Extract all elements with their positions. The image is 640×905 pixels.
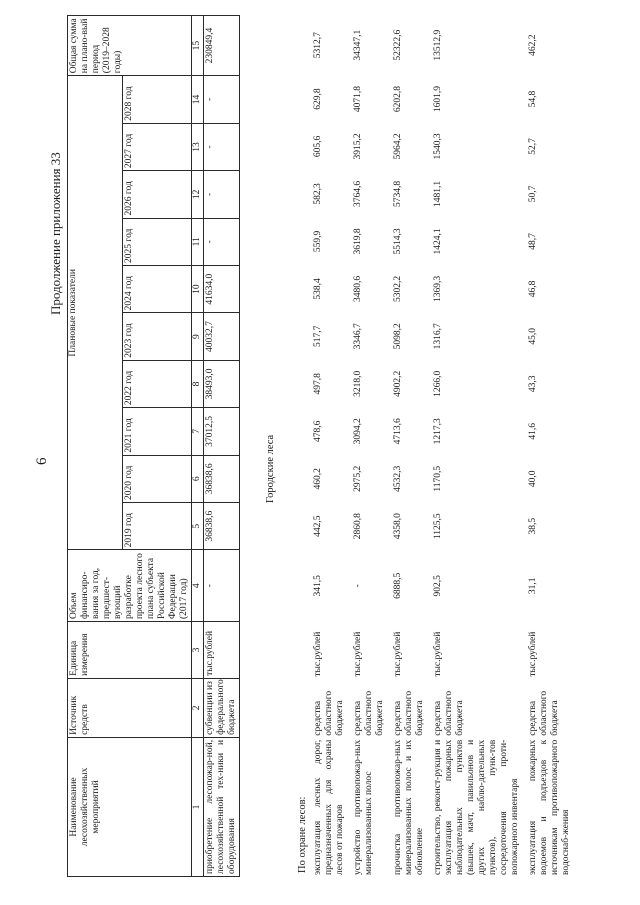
row-value: 3915,2 bbox=[353, 133, 363, 160]
column-number: 4 bbox=[192, 550, 204, 622]
header-unit: Единица измерения bbox=[68, 622, 192, 679]
row-value: 1424,1 bbox=[433, 228, 443, 255]
row-value: 36838,6 bbox=[204, 502, 240, 549]
row-total: 52322,6 bbox=[393, 29, 403, 61]
row-source: средства областного бюджета bbox=[393, 690, 425, 736]
table-row bbox=[388, 15, 428, 877]
row-value: - bbox=[204, 218, 240, 265]
row-value: 3094,2 bbox=[353, 418, 363, 445]
header-year: 2026 год bbox=[122, 171, 191, 218]
table-row bbox=[428, 15, 523, 877]
row-value: 5302,2 bbox=[393, 275, 403, 302]
row-value: 478,6 bbox=[313, 420, 323, 442]
section-label: По охране лесов: bbox=[297, 796, 308, 873]
header-row-1 bbox=[68, 16, 123, 877]
row-value: 41,6 bbox=[528, 422, 538, 440]
row-source: средства областного бюджета bbox=[433, 690, 465, 736]
row-value: 48,7 bbox=[528, 233, 538, 250]
row-value: 4713,6 bbox=[393, 418, 403, 445]
row-value: 559,9 bbox=[313, 230, 323, 253]
table-row bbox=[308, 15, 348, 877]
forestry-table bbox=[67, 15, 240, 877]
row-value: 5734,8 bbox=[393, 180, 403, 207]
column-number: 2 bbox=[192, 678, 204, 737]
row-volume: 902,5 bbox=[433, 575, 443, 597]
row-value: 41634,0 bbox=[204, 265, 240, 312]
column-number: 6 bbox=[192, 455, 204, 502]
column-number: 13 bbox=[192, 123, 204, 170]
row-value: 497,8 bbox=[313, 373, 323, 395]
group-label: Городские леса bbox=[265, 434, 276, 503]
row-value: 40,0 bbox=[528, 470, 538, 488]
row-value: 460,2 bbox=[313, 468, 323, 490]
table-row bbox=[204, 16, 240, 877]
row-value: 46,8 bbox=[528, 280, 538, 298]
row-value: 538,4 bbox=[313, 278, 323, 300]
column-number: 10 bbox=[192, 265, 204, 312]
header-year: 2020 год bbox=[122, 455, 191, 502]
header-year: 2019 год bbox=[122, 502, 191, 549]
row-value: - bbox=[204, 123, 240, 170]
row-volume: 341,5 bbox=[313, 575, 323, 597]
row-source: средства областного бюджета bbox=[313, 690, 345, 736]
row-volume: 31,1 bbox=[528, 577, 538, 595]
header-year: 2022 год bbox=[122, 360, 191, 407]
column-number: 11 bbox=[192, 218, 204, 265]
row-value: 3619,8 bbox=[353, 228, 363, 255]
row-value: 3764,6 bbox=[353, 180, 363, 207]
row-value: 1217,3 bbox=[433, 418, 443, 445]
row-name: строительство, реконст-рукция и эксплуатация пожарных наблюдательных пунктов (вышек, мачт, павильонов и других наблю-дательных пунктов), пунк-тов сосредоточения проти-вопожарного инвентаря bbox=[433, 739, 520, 875]
row-name: прочистка противопожар-ных минерализованных полос и их обновление bbox=[393, 739, 425, 875]
table-row bbox=[348, 15, 388, 877]
header-year: 2025 год bbox=[122, 218, 191, 265]
row-value: 4902,2 bbox=[393, 370, 403, 397]
row-value: 52,7 bbox=[528, 138, 538, 155]
row-name: устройство противопожар-ных минерализованных полос bbox=[353, 739, 374, 875]
row-value: 38493,0 bbox=[204, 360, 240, 407]
column-number: 3 bbox=[192, 622, 204, 679]
row-value: 4071,8 bbox=[353, 85, 363, 113]
row-source: средства областного бюджета bbox=[528, 690, 560, 736]
row-value: 442,5 bbox=[313, 515, 323, 537]
row-value: 50,7 bbox=[528, 185, 538, 203]
row-total: 5312,7 bbox=[313, 32, 323, 59]
row-value: 38,5 bbox=[528, 517, 538, 535]
row-value: 605,6 bbox=[313, 135, 323, 158]
column-number: 8 bbox=[192, 360, 204, 407]
row-value: 36838,6 bbox=[204, 455, 240, 502]
row-unit: тыс.рублей bbox=[433, 631, 443, 677]
column-number: 9 bbox=[192, 313, 204, 360]
row-total: 230849,4 bbox=[204, 16, 240, 76]
row-total: 13512,9 bbox=[433, 29, 443, 61]
row-value: 3480,6 bbox=[353, 275, 363, 302]
row-source: средства областного бюджета bbox=[353, 690, 385, 736]
row-value: 1369,3 bbox=[433, 275, 443, 302]
column-number: 12 bbox=[192, 171, 204, 218]
row-volume: 6888,5 bbox=[393, 572, 403, 599]
row-unit: тыс.рублей bbox=[353, 631, 363, 677]
row-value: 1540,3 bbox=[433, 133, 443, 160]
row-value: 54,8 bbox=[528, 90, 538, 108]
row-value: 45,0 bbox=[528, 328, 538, 345]
row-value: 2860,8 bbox=[353, 513, 363, 540]
row-value: 1316,7 bbox=[433, 323, 443, 350]
page-number: 6 bbox=[34, 457, 50, 465]
row-value: 1266,0 bbox=[433, 370, 443, 397]
row-value: 1125,5 bbox=[433, 513, 443, 540]
row-name: приобретение лесопожар-ной, лесохозяйственной тех-ники и оборудования bbox=[204, 737, 240, 876]
header-total: Общая сумма на плано-вый период (2019–2028 годы) bbox=[68, 16, 192, 76]
row-value: 1481,1 bbox=[433, 180, 443, 207]
column-number: 1 bbox=[192, 737, 204, 876]
row-name: эксплуатация пожарных водоемов и подъездов к источникам противопожарного водоснаб-жения bbox=[528, 739, 571, 875]
row-value: 3218,0 bbox=[353, 370, 363, 397]
header-year: 2024 год bbox=[122, 265, 191, 312]
header-year: 2028 год bbox=[122, 76, 191, 124]
row-value: - bbox=[204, 171, 240, 218]
header-year: 2023 год bbox=[122, 313, 191, 360]
row-value: 1170,5 bbox=[433, 465, 443, 492]
row-value: 4532,3 bbox=[393, 465, 403, 492]
row-value: - bbox=[204, 76, 240, 124]
row-unit: тыс.рублей bbox=[393, 631, 403, 677]
row-volume: - bbox=[353, 584, 363, 588]
row-value: 3346,7 bbox=[353, 323, 363, 350]
row-value: 6202,8 bbox=[393, 85, 403, 113]
row-total: 462,2 bbox=[528, 34, 538, 56]
column-number: 14 bbox=[192, 76, 204, 124]
row-unit: тыс.рублей bbox=[313, 631, 323, 677]
column-number-row bbox=[192, 16, 204, 877]
row-volume: - bbox=[204, 550, 240, 622]
column-number: 15 bbox=[192, 16, 204, 76]
row-value: 517,7 bbox=[313, 325, 323, 348]
row-unit: тыс.рублей bbox=[528, 631, 538, 677]
row-unit: тыс.рублей bbox=[204, 622, 240, 679]
row-value: 43,3 bbox=[528, 375, 538, 393]
row-value: 5964,2 bbox=[393, 133, 403, 160]
continuation-label: Продолжение приложения 33 bbox=[48, 152, 63, 315]
row-source: субвенции из федерального бюджета bbox=[204, 678, 240, 737]
header-volume: Объем финансиро-вания за год, предшест-вующий разработке проекта лесного плана субъекта Российской Федерации (2017 год) bbox=[68, 550, 192, 622]
table-row bbox=[523, 15, 574, 877]
row-value: 582,3 bbox=[313, 183, 323, 205]
protection-rows bbox=[308, 15, 574, 877]
row-value: 37012,5 bbox=[204, 408, 240, 455]
row-total: 34347,1 bbox=[353, 29, 363, 61]
row-value: 5098,2 bbox=[393, 323, 403, 350]
row-value: 1601,9 bbox=[433, 85, 443, 113]
header-planned: Плановые показатели bbox=[68, 76, 123, 550]
header-name: Наименование лесохозяйственных мероприятий bbox=[68, 737, 192, 876]
column-number: 7 bbox=[192, 408, 204, 455]
row-value: 5514,3 bbox=[393, 228, 403, 255]
row-value: 629,8 bbox=[313, 88, 323, 110]
header-source: Источник средств bbox=[68, 678, 192, 737]
header-year: 2021 год bbox=[122, 408, 191, 455]
row-value: 4358,0 bbox=[393, 513, 403, 540]
row-value: 2975,2 bbox=[353, 465, 363, 492]
row-value: 40032,7 bbox=[204, 313, 240, 360]
header-year: 2027 год bbox=[122, 123, 191, 170]
column-number: 5 bbox=[192, 502, 204, 549]
row-name: эксплуатация лесных дорог, предназначенных для охраны лесов от пожаров bbox=[313, 739, 345, 875]
